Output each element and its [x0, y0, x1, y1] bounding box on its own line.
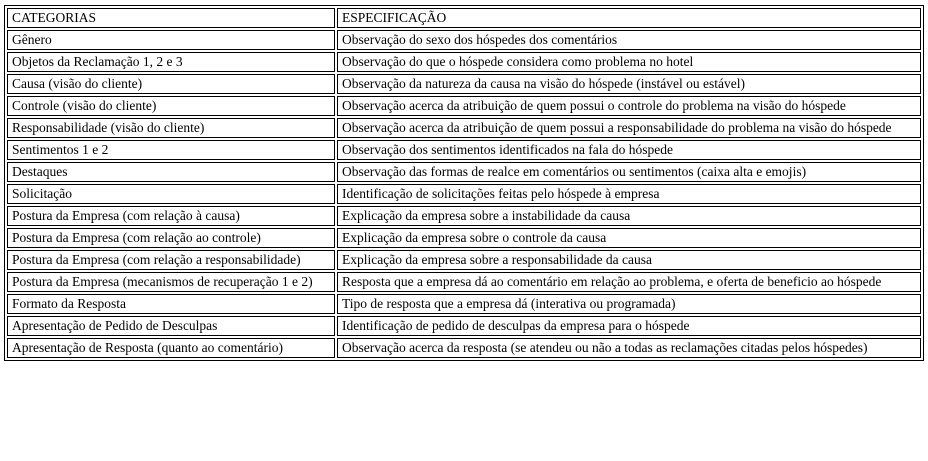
table-row [7, 272, 921, 292]
table-row [7, 294, 921, 314]
table-row [7, 206, 921, 226]
especificacao-cell: Explicação da empresa sobre a responsabilidade da causa [337, 250, 921, 270]
categoria-cell: Destaques [7, 162, 335, 182]
especificacao-cell: Observação da natureza da causa na visão do hóspede (instável ou estável) [337, 74, 921, 94]
especificacao-cell: Explicação da empresa sobre a instabilidade da causa [337, 206, 921, 226]
especificacao-cell: Resposta que a empresa dá ao comentário em relação ao problema, e oferta de beneficio ao hóspede [337, 272, 921, 292]
table-row [7, 30, 921, 50]
table-row [7, 338, 921, 358]
categoria-cell: Postura da Empresa (com relação à causa) [7, 206, 335, 226]
categoria-cell: Causa (visão do cliente) [7, 74, 335, 94]
especificacao-cell: Observação dos sentimentos identificados na fala do hóspede [337, 140, 921, 160]
table-row [7, 74, 921, 94]
especificacao-cell: Observação do que o hóspede considera como problema no hotel [337, 52, 921, 72]
table-row [7, 140, 921, 160]
especificacao-cell: Observação acerca da atribuição de quem possui a responsabilidade do problema na visão do hóspede [337, 118, 921, 138]
table-row [7, 118, 921, 138]
categoria-cell: Formato da Resposta [7, 294, 335, 314]
table-row [7, 184, 921, 204]
table-header-row [7, 8, 921, 28]
categoria-cell: Postura da Empresa (com relação a responsabilidade) [7, 250, 335, 270]
especificacao-cell: Identificação de solicitações feitas pelo hóspede à empresa [337, 184, 921, 204]
categoria-cell: Solicitação [7, 184, 335, 204]
categoria-cell: Gênero [7, 30, 335, 50]
categoria-cell: Apresentação de Pedido de Desculpas [7, 316, 335, 336]
categories-specification-table [4, 5, 924, 361]
table-row [7, 96, 921, 116]
document-page [0, 5, 928, 361]
table-row [7, 162, 921, 182]
especificacao-cell: Tipo de resposta que a empresa dá (interativa ou programada) [337, 294, 921, 314]
especificacao-cell: Explicação da empresa sobre o controle da causa [337, 228, 921, 248]
categoria-cell: Controle (visão do cliente) [7, 96, 335, 116]
especificacao-cell: Observação das formas de realce em comentários ou sentimentos (caixa alta e emojis) [337, 162, 921, 182]
categoria-cell: Postura da Empresa (com relação ao controle) [7, 228, 335, 248]
especificacao-cell: Observação acerca da resposta (se atendeu ou não a todas as reclamações citadas pelos hóspedes) [337, 338, 921, 358]
especificacao-cell: Identificação de pedido de desculpas da empresa para o hóspede [337, 316, 921, 336]
table-row [7, 52, 921, 72]
especificacao-cell: Observação do sexo dos hóspedes dos comentários [337, 30, 921, 50]
table-row [7, 316, 921, 336]
categoria-cell: Objetos da Reclamação 1, 2 e 3 [7, 52, 335, 72]
categoria-cell: Postura da Empresa (mecanismos de recuperação 1 e 2) [7, 272, 335, 292]
categoria-cell: Sentimentos 1 e 2 [7, 140, 335, 160]
column-header-especificacao: ESPECIFICAÇÃO [337, 8, 921, 28]
categoria-cell: Responsabilidade (visão do cliente) [7, 118, 335, 138]
categoria-cell: Apresentação de Resposta (quanto ao comentário) [7, 338, 335, 358]
column-header-categorias: CATEGORIAS [7, 8, 335, 28]
especificacao-cell: Observação acerca da atribuição de quem possui o controle do problema na visão do hóspede [337, 96, 921, 116]
table-row [7, 228, 921, 248]
table-body [7, 8, 921, 358]
table-row [7, 250, 921, 270]
